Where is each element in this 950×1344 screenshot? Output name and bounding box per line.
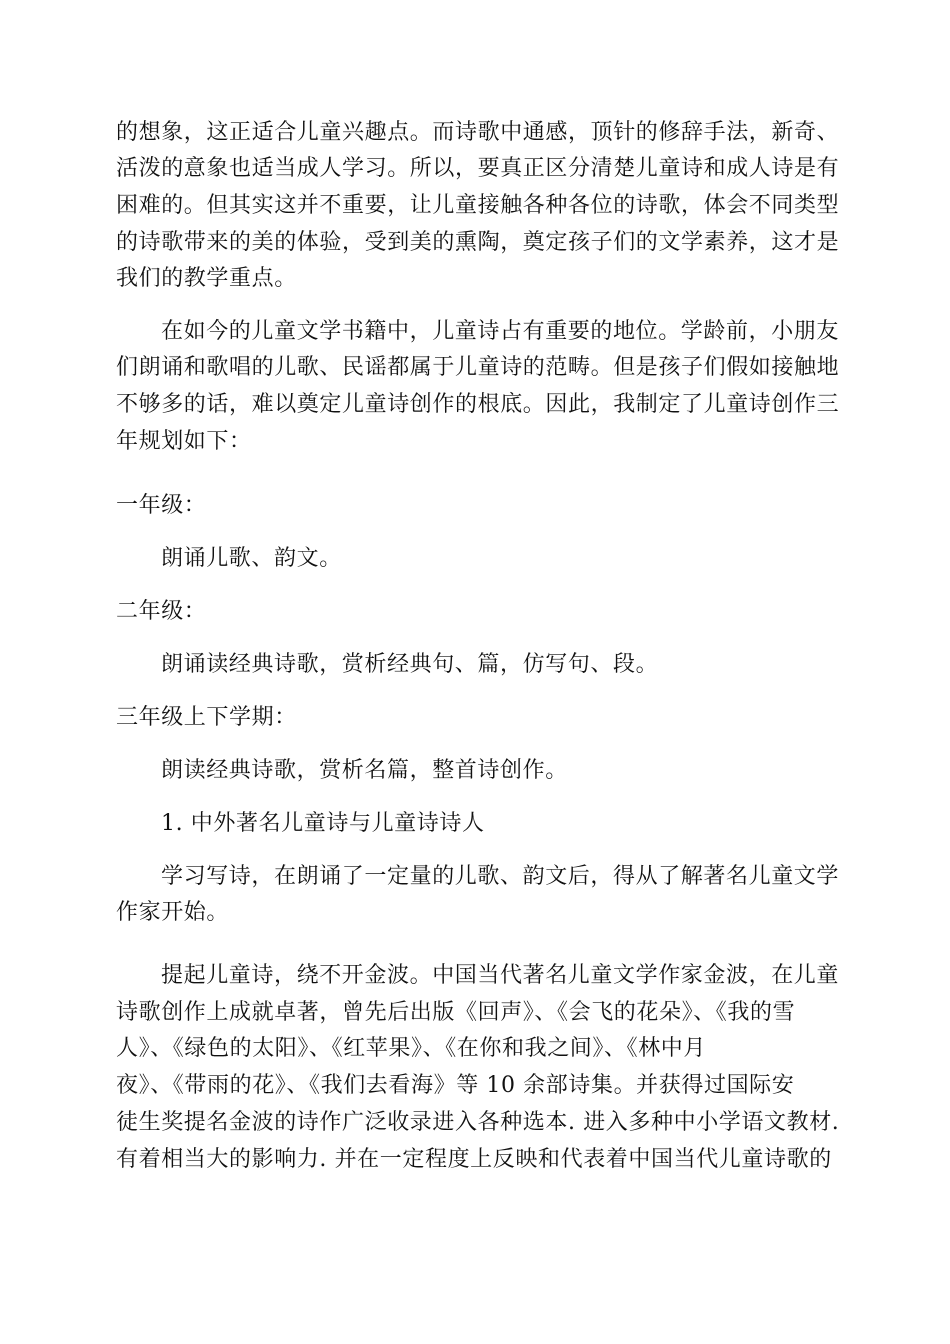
text-line: 徒生奖提名金波的诗作广泛收录进入各种选本. 进入多种中小学语文教材. bbox=[116, 1110, 840, 1135]
text-line: 人》、《绿色的太阳》、《红苹果》、《在你和我之间》、《林中月 bbox=[116, 1036, 707, 1061]
text-line: 困难的。但其实这并不重要，让儿童接触各种各位的诗歌，体会不同类型 bbox=[116, 193, 840, 218]
text-line: 的想象，这正适合儿童兴趣点。而诗歌中通感，顶针的修辞手法，新奇、 bbox=[116, 120, 840, 145]
text-line: 朗诵读经典诗歌，赏析经典句、篇，仿写句、段。 bbox=[161, 652, 659, 677]
section-heading: 二年级： bbox=[116, 599, 207, 624]
text-line: 年规划如下： bbox=[116, 429, 252, 454]
text-line: 诗歌创作上成就卓著，曾先后出版《回声》、《会飞的花朵》、《我的雪 bbox=[116, 1000, 796, 1025]
section-heading: 一年级： bbox=[116, 493, 207, 518]
section-heading: 三年级上下学期： bbox=[116, 705, 297, 730]
text-line: 的诗歌带来的美的体验，受到美的熏陶，奠定孩子们的文学素养，这才是 bbox=[116, 230, 840, 255]
text-line: 提起儿童诗，绕不开金波。中国当代著名儿童文学作家金波，在儿童 bbox=[161, 963, 840, 988]
text-line: 作家开始。 bbox=[116, 900, 230, 925]
text-line: 活泼的意象也适当成人学习。所以，要真正区分清楚儿童诗和成人诗是有 bbox=[116, 156, 840, 181]
text-line: 学习写诗，在朗诵了一定量的儿歌、韵文后，得从了解著名儿童文学 bbox=[161, 864, 840, 889]
text-line: 有着相当大的影响力. 并在一定程度上反映和代表着中国当代儿童诗歌的 bbox=[116, 1147, 832, 1172]
text-line: 夜》、《带雨的花》、《我们去看海》等 10 余部诗集。并获得过国际安 bbox=[116, 1073, 795, 1098]
text-line: 不够多的话，难以奠定儿童诗创作的根底。因此，我制定了儿童诗创作三 bbox=[116, 392, 840, 417]
text-line: 们朗诵和歌唱的儿歌、民谣都属于儿童诗的范畴。但是孩子们假如接触地 bbox=[116, 355, 840, 380]
subsection-heading: 1. 中外著名儿童诗与儿童诗诗人 bbox=[161, 811, 485, 836]
text-line: 在如今的儿童文学书籍中，儿童诗占有重要的地位。学龄前，小朋友 bbox=[161, 319, 840, 344]
text-line: 我们的教学重点。 bbox=[116, 266, 297, 291]
text-line: 朗读经典诗歌，赏析名篇，整首诗创作。 bbox=[161, 758, 568, 783]
text-line: 朗诵儿歌、韵文。 bbox=[161, 546, 342, 571]
